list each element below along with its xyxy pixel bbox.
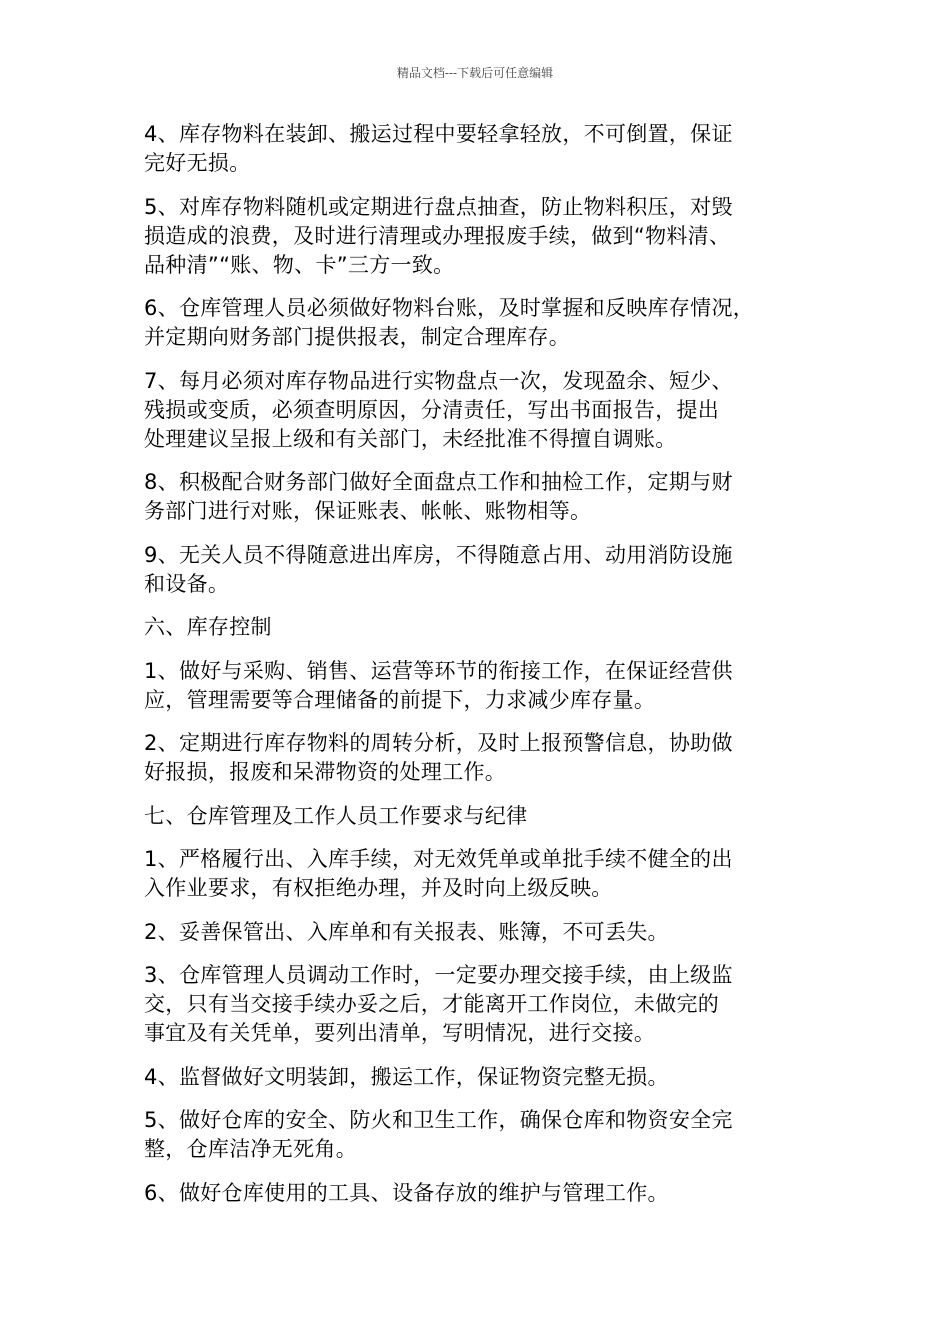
paragraph-rule-1 (144, 845, 834, 903)
text-line: 3、仓库管理人员调动工作时，一定要办理交接手续，由上级监 (144, 963, 733, 987)
document-body (144, 120, 834, 1222)
paragraph-rule-4 (144, 1063, 834, 1092)
text-line: 六、库存控制 (144, 615, 272, 639)
section-heading-7 (144, 802, 834, 831)
text-line: 好报损，报废和呆滞物资的处理工作。 (144, 760, 507, 784)
paragraph-item-6-ledger (144, 294, 834, 352)
text-line: 2、妥善保管出、入库单和有关报表、账簿，不可丢失。 (144, 919, 669, 944)
text-line: 整，仓库洁净无死角。 (144, 1137, 357, 1161)
text-line: 4、监督做好文明装卸，搬运工作，保证物资完整无损。 (144, 1064, 669, 1089)
text-line: 事宜及有关凭单，要列出清单，写明情况，进行交接。 (144, 1021, 656, 1045)
text-line: 8、积极配合财务部门做好全面盘点工作和抽检工作，定期与财 (144, 470, 733, 494)
paragraph-item-5-inventory-check (144, 193, 834, 280)
text-line: 处理建议呈报上级和有关部门，未经批准不得擅自调账。 (144, 426, 677, 451)
text-line: 7、每月必须对库存物品进行实物盘点一次，发现盈余、短少、 (144, 368, 733, 393)
text-line: 损造成的浪费，及时进行清理或办理报废手续，做到“物料清、 (144, 223, 731, 248)
text-line: 1、严格履行出、入库手续，对无效凭单或单批手续不健全的出 (144, 847, 733, 871)
text-line: 2、定期进行库存物料的周转分析，及时上报预警信息，协助做 (144, 731, 733, 755)
page-header: 精品文档---下载后可任意编辑 (396, 66, 554, 80)
text-line: 残损或变质，必须查明原因，分清责任，写出书面报告，提出 (144, 397, 720, 422)
text-line: 并定期向财务部门提供报表，制定合理库存。 (144, 325, 570, 349)
paragraph-item-4-handling (144, 120, 834, 178)
text-line: 完好无损。 (144, 151, 251, 175)
text-line: 和设备。 (144, 571, 230, 596)
paragraph-control-2 (144, 729, 834, 787)
text-line: 入作业要求，有权拒绝办理，并及时向上级反映。 (144, 876, 613, 900)
text-line: 6、仓库管理人员必须做好物料台账，及时掌握和反映库存情况， (144, 296, 755, 320)
text-line: 4、库存物料在装卸、搬运过程中要轻拿轻放，不可倒置，保证 (144, 122, 733, 146)
paragraph-rule-6 (144, 1179, 834, 1208)
text-line: 应，管理需要等合理储备的前提下，力求减少库存量。 (144, 687, 656, 712)
paragraph-rule-5 (144, 1106, 834, 1164)
paragraph-item-7-monthly-count (144, 367, 834, 454)
text-line: 5、做好仓库的安全、防火和卫生工作，确保仓库和物资安全完 (144, 1108, 733, 1132)
section-heading-6 (144, 613, 834, 642)
paragraph-rule-3 (144, 961, 834, 1048)
paragraph-rule-2 (144, 918, 834, 947)
text-line: 七、仓库管理及工作人员工作要求与纪律 (144, 803, 528, 828)
text-line: 务部门进行对账，保证账表、帐帐、账物相等。 (144, 499, 592, 523)
text-line: 品种清”“账、物、卡”三方一致。 (144, 252, 455, 277)
paragraph-item-9-access (144, 541, 834, 599)
paragraph-item-8-finance (144, 468, 834, 526)
text-line: 交，只有当交接手续办妥之后，才能离开工作岗位，未做完的 (144, 992, 720, 1016)
text-line: 9、无关人员不得随意进出库房，不得随意占用、动用消防设施 (144, 542, 733, 567)
text-line: 1、做好与采购、销售、运营等环节的衔接工作，在保证经营供 (144, 658, 733, 683)
text-line: 6、做好仓库使用的工具、设备存放的维护与管理工作。 (144, 1180, 669, 1205)
text-line: 5、对库存物料随机或定期进行盘点抽查，防止物料积压，对毁 (144, 194, 733, 219)
paragraph-control-1 (144, 657, 834, 715)
